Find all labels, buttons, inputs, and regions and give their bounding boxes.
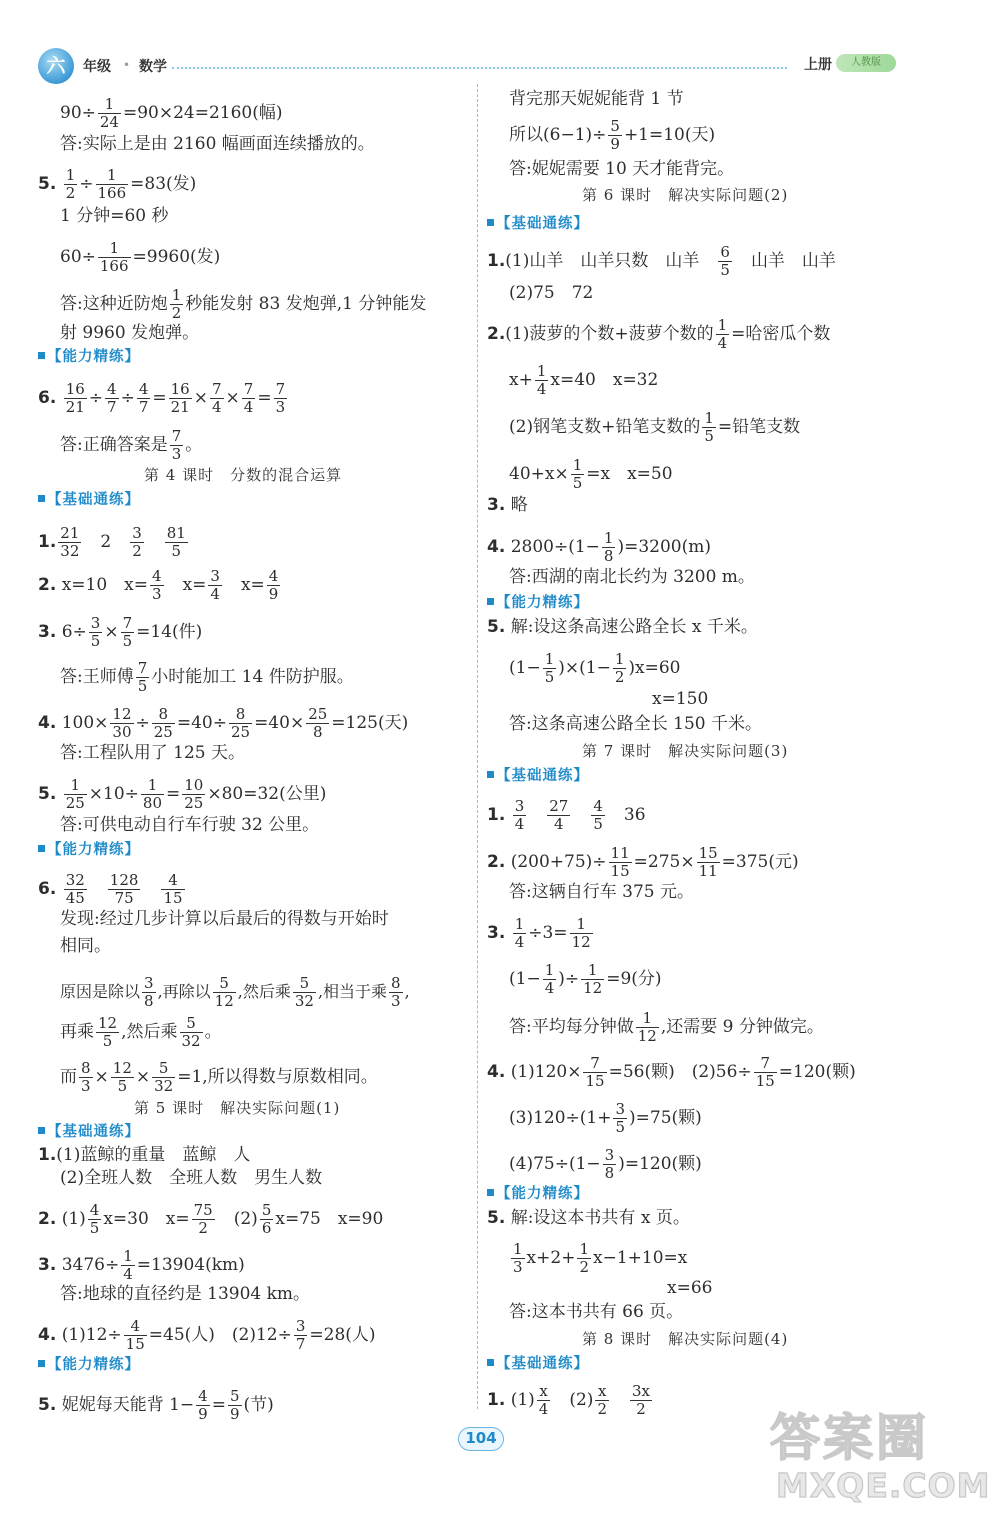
watermark-text: 答案圈 (770, 1409, 929, 1467)
question-2: 2. (200+75)÷ $\frac{11}{15}$ =275× $\frac{15}{11}$ =375(元) (487, 844, 799, 880)
answer-line: 答:妮妮需要 10 天才能背完。 (509, 159, 735, 179)
answer-line: 答:平均每分钟做 $\frac{1}{12}$ ,还需要 9 分钟做完。 (509, 1009, 824, 1045)
answer-line: 答:这本书共有 66 页。 (509, 1302, 684, 1322)
question-2: 2.(1)菠萝的个数+菠萝个数的 $\frac{1}{4}$ =哈密瓜个数 (487, 316, 831, 352)
question-5: 5. $\frac{1}{25}$ ×10÷ $\frac{1}{80}$ = $\frac{10}{25}$ ×80=32(公里) (38, 776, 327, 812)
edition-pill: 人教版 (836, 54, 896, 72)
answer-line: 原因是除以 $\frac{3}{8}$ ,再除以 $\frac{5}{12}$ ,然后乘 $\frac{5}{32}$ ,相当于乘 $\frac{8}{3}$ , (60, 974, 410, 1010)
lesson-title: 第 6 课时 解决实际问题(2) (582, 186, 789, 204)
separator-dot: • (123, 58, 131, 72)
question-5: 5. 解:设这本书共有 x 页。 (487, 1208, 690, 1228)
section-heading: 【基础通练】 (487, 1352, 589, 1373)
question-5: 5. $\frac{1}{2}$ ÷ $\frac{1}{166}$ =83(发) (38, 166, 197, 202)
question-4: 4. (1)12÷ $\frac{4}{15}$ =45(人) (2)12÷ $\frac{3}{7}$ =28(人) (38, 1317, 376, 1353)
section-heading: 【能力精练】 (38, 345, 140, 366)
lesson-title: 第 5 课时 解决实际问题(1) (134, 1099, 341, 1117)
header-rule (172, 67, 787, 69)
answer-line: 答:西湖的南北长约为 3200 m。 (509, 567, 755, 587)
question-5: 5. 解:设这条高速公路全长 x 千米。 (487, 617, 758, 637)
answer-line: (1− $\frac{1}{4}$ )÷ $\frac{1}{12}$ =9(分) (509, 961, 662, 997)
answer-line: $\frac{1}{3}$ x+2+ $\frac{1}{2}$ x−1+10=x (513, 1240, 688, 1276)
question-1: 1.(1)山羊 山羊只数 山羊 $\frac{6}{5}$ 山羊 山羊 (487, 243, 836, 279)
answer-line: (1− $\frac{1}{5}$ )×(1− $\frac{1}{2}$ )x=60 (509, 650, 681, 686)
answer-line: 答:工程队用了 125 天。 (60, 743, 245, 763)
answer-line: (2)75 72 (509, 283, 594, 303)
question-2: 2. (1) $\frac{4}{5}$ x=30 x= $\frac{75}{2}$ (2) $\frac{5}{6}$ x=75 x=90 (38, 1201, 384, 1237)
question-1: 1. $\frac{3}{4}$ $\frac{27}{4}$ $\frac{4}{5}$ 36 (487, 797, 646, 833)
answer-line: 1 分钟=60 秒 (60, 206, 169, 226)
section-heading: 【能力精练】 (487, 591, 589, 612)
question-4: 4. (1)120× $\frac{7}{15}$ =56(颗) (2)56÷ $\frac{7}{15}$ =120(颗) (487, 1054, 856, 1090)
answer-line: 相同。 (60, 936, 111, 956)
answer-line: 发现:经过几步计算以后最后的得数与开始时 (60, 909, 389, 929)
question-3: 3. $\frac{1}{4}$ ÷3= $\frac{1}{12}$ (487, 915, 591, 951)
column-divider (477, 84, 478, 1409)
page-header (0, 0, 1000, 86)
grade-label: 年级 (83, 59, 111, 75)
grade-badge: 六 (38, 48, 74, 84)
section-heading: 【能力精练】 (487, 1182, 589, 1203)
answer-line: 40+x× $\frac{1}{5}$ =x x=50 (509, 456, 673, 492)
question-6: 6. $\frac{16}{21}$ ÷ $\frac{4}{7}$ ÷ $\frac{4}{7}$ = $\frac{16}{21}$ × $\frac{7}{4}$ × $\frac{7}{4}$ = $\frac{7}{3}$ (38, 380, 286, 416)
section-heading: 【基础通练】 (38, 1120, 140, 1141)
answer-line: 答:这辆自行车 375 元。 (509, 882, 694, 902)
watermark-url: MXQE.COM (776, 1466, 991, 1505)
lesson-title: 第 7 课时 解决实际问题(3) (582, 742, 789, 760)
answer-line: 射 9960 发炮弹。 (60, 323, 200, 343)
section-heading: 【能力精练】 (38, 838, 140, 859)
answer-line: 答:这种近防炮 $\frac{1}{2}$ 秒能发射 83 发炮弹,1 分钟能发 (60, 286, 427, 322)
question-1: 1. $\frac{21}{32}$ 2 $\frac{3}{2}$ $\frac{81}{5}$ (38, 524, 186, 560)
answer-line: (2)钢笔支数+铅笔支数的 $\frac{1}{5}$ =铅笔支数 (509, 409, 801, 445)
subject-label: 数学 (139, 59, 167, 75)
volume-label: 上册 (804, 57, 832, 73)
section-heading: 【能力精练】 (38, 1353, 140, 1374)
question-5: 5. 妮妮每天能背 1− $\frac{4}{9}$ = $\frac{5}{9}$ (节) (38, 1387, 274, 1423)
question-2: 2. x=10 x= $\frac{4}{3}$ x= $\frac{3}{4}$ x= $\frac{4}{9}$ (38, 567, 279, 603)
lesson-title: 第 4 课时 分数的混合运算 (144, 466, 343, 484)
question-3: 3. 3476÷ $\frac{1}{4}$ =13904(km) (38, 1247, 245, 1283)
page-number: 104 (458, 1427, 504, 1451)
question-3: 3. 略 (487, 495, 528, 515)
answer-line: 再乘 $\frac{12}{5}$ ,然后乘 $\frac{5}{32}$ 。 (60, 1014, 222, 1050)
watermark-logo (770, 1398, 995, 1510)
answer-line: 背完那天妮妮能背 1 节 (509, 89, 684, 109)
answer-line: 60÷ $\frac{1}{166}$ =9960(发) (60, 239, 221, 275)
answer-line: 所以(6−1)÷ $\frac{5}{9}$ +1=10(天) (509, 117, 716, 153)
question-1: 1.(1)蓝鲸的重量 蓝鲸 人 (38, 1145, 251, 1165)
question-3: 3. 6÷ $\frac{3}{5}$ × $\frac{7}{5}$ =14(件) (38, 614, 203, 650)
answer-line: 答:可供电动自行车行驶 32 公里。 (60, 815, 320, 835)
lesson-title: 第 8 课时 解决实际问题(4) (582, 1330, 789, 1348)
question-4: 4. 100× $\frac{12}{30}$ ÷ $\frac{8}{25}$ =40÷ $\frac{8}{25}$ =40× $\frac{25}{8}$ =125(天) (38, 705, 409, 741)
answer-line: 90÷ $\frac{1}{24}$ =90×24=2160(幅) (60, 95, 283, 131)
answer-line: x=66 (667, 1278, 713, 1298)
answer-line: x=150 (652, 689, 709, 709)
answer-line: 答:实际上是由 2160 幅画面连续播放的。 (60, 134, 375, 154)
answer-line: x+ $\frac{1}{4}$ x=40 x=32 (509, 362, 659, 398)
answer-line: (4)75÷(1− $\frac{3}{8}$ )=120(颗) (509, 1146, 702, 1182)
question-6: 6. $\frac{32}{45}$ $\frac{128}{75}$ $\frac{4}{15}$ (38, 871, 183, 907)
answer-line: 而 $\frac{8}{3}$ × $\frac{12}{5}$ × $\frac{5}{32}$ =1,所以得数与原数相同。 (60, 1059, 378, 1095)
section-heading: 【基础通练】 (487, 212, 589, 233)
answer-line: 答:这条高速公路全长 150 千米。 (509, 714, 762, 734)
question-1: 1. (1) $\frac{x}{4}$ (2) $\frac{x}{2}$ $\frac{3x}{2}$ (487, 1382, 650, 1418)
answer-line: 答:正确答案是 $\frac{7}{3}$ 。 (60, 427, 203, 463)
answer-line: 答:王师傅 $\frac{7}{5}$ 小时能加工 14 件防护服。 (60, 659, 354, 695)
answer-line: 答:地球的直径约是 13904 km。 (60, 1284, 311, 1304)
answer-line: (2)全班人数 全班人数 男生人数 (60, 1168, 323, 1188)
question-4: 4. 2800÷(1− $\frac{1}{8}$ )=3200(m) (487, 529, 711, 565)
answer-line: (3)120÷(1+ $\frac{3}{5}$ )=75(颗) (509, 1100, 702, 1136)
section-heading: 【基础通练】 (487, 764, 589, 785)
section-heading: 【基础通练】 (38, 488, 140, 509)
